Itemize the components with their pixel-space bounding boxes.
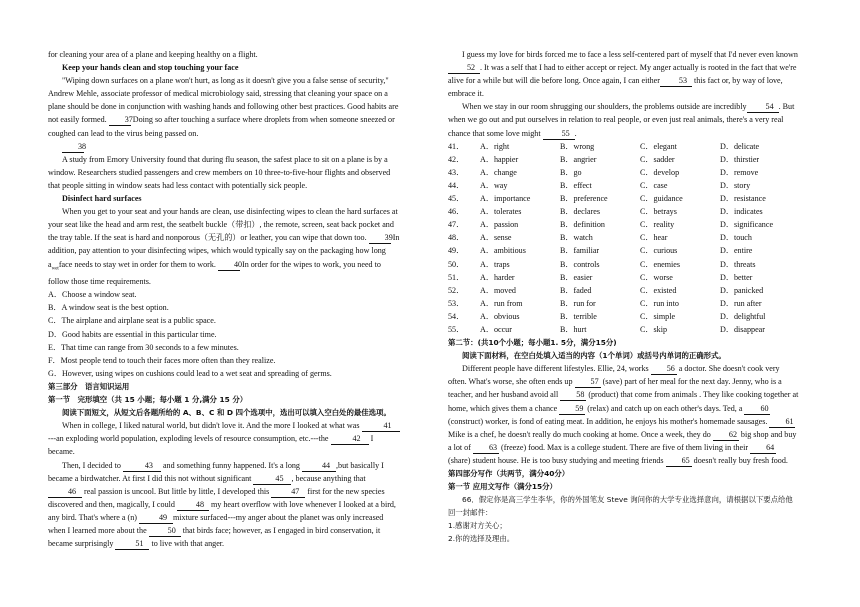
blank: 51 xyxy=(115,539,149,550)
blank: 44 xyxy=(302,461,336,472)
blank: 57 xyxy=(575,377,601,388)
answer-row: 43． A．change B．go C．develop D．remove xyxy=(448,167,759,177)
blank: 52 xyxy=(448,63,480,74)
blank: 59 xyxy=(559,404,585,415)
answer-row: 45． A．importance B．preference C．guidance D．resistance xyxy=(448,194,766,204)
blank: 60 xyxy=(744,404,770,415)
answer-row: 44． A．way B．effect C．case D．story xyxy=(448,180,751,190)
option-item: A．Choose a window seat. xyxy=(48,290,137,300)
cloze-paragraph: I guess my love for birds forced me to face a less self-centered part of myself that I'd never even known52 . It was a self that I had to either accept or reject. My anger actually is rooted in the fact that we're alive for a while but will die before long. Once again, I can either 53 this fact or, by way of love, embrace it. xyxy=(448,50,798,99)
blank: 56 xyxy=(651,364,677,375)
blank: 61 xyxy=(769,417,795,428)
blank: 39 xyxy=(369,233,391,244)
instructions: 阅读下面短文，从短文后各题所给的 A、B、C 和 D 四个选项中，选出可以填入空白处的最佳选项。 xyxy=(62,408,391,418)
blank: 49 xyxy=(139,513,173,524)
grammar-fill-paragraph: Different people have different lifestyles. Ellie, 24, works 56 a doctor. She doesn't cook very often. What's worse, she often ends up 57 (save) part of her meal for the next day. Jenny, who is a teacher, and her husband avoid all 58 (product) that come from animals . They like cooking together at home, which gives them a chance 59 (relax) and catch up on each other's days. Ted, a 60 (construct) worker, is fond of eating meat. In addition, he enjoys his mother's homemade sausages. 61 Mike is a chef, he doesn't really do much cooking at home. Once a week, they do 62 big shop and buy a lot of 63 (freeze) food. Max is a college student. There are five of them living in their 64 (share) student house. He is too busy studying and meeting friends 65 doesn't really buy fresh food. xyxy=(448,364,799,465)
left-column xyxy=(48,48,400,550)
option-item: C．The airplane and airplane seat is a public space. xyxy=(48,316,216,326)
right-column xyxy=(448,48,800,546)
option-item: G．However, using wipes on cushions could lead to a wet seat and spreading of germs. xyxy=(48,368,332,378)
blank: 42 xyxy=(331,434,369,445)
instructions: 阅读下面材料，在空白处填入适当的内容（1个单词）或括号内单词的正确形式。 xyxy=(462,351,726,361)
answer-row: 48． A．sense B．watch C．hear D．touch xyxy=(448,233,752,243)
blank: 48 xyxy=(177,500,209,511)
answer-row: 41． A．right B．wrong C．elegant D．delicate xyxy=(448,141,760,151)
cloze-paragraph: Then, I decided to 43 and something funny happened. It's a long 44 ,but basically I became a birdwatcher. At first I did this not without significant 45 , because anything that 46 real passion is uncool. But little by little, I developed this 47 first for the new species discovered and then, magically, I could 48 my heart overflow with love whenever I looked at a bird, any bird. That's where a (n) 49 mixture surfaced---my anger about the planet was only increased when I learned more about the 50 that birds face; however, as I engaged in bird conservation, it became surprisingly 51 to live with that anger. xyxy=(48,460,396,549)
option-item: B．A window seat is the best option. xyxy=(48,303,169,313)
section-heading: 第二节：(共10个小题；每小题1. 5分，满分15分) xyxy=(448,338,617,348)
answer-row: 53． A．run from B．run for C．run into D．run after xyxy=(448,298,762,308)
answer-row: 50． A．traps B．controls C．enemies D．threats xyxy=(448,259,756,269)
blank: 53 xyxy=(660,76,692,87)
blank: 47 xyxy=(271,487,305,498)
blank: 38 xyxy=(62,142,84,153)
blank: 46 xyxy=(48,487,82,498)
blank: 40 xyxy=(218,260,240,271)
blank: 65 xyxy=(666,456,692,467)
section-heading: 第一节 完形填空（共 15 小题；每小题 1 分,满分 15 分） xyxy=(48,395,248,405)
blank: 41 xyxy=(362,421,400,432)
part-heading: 第三部分 语言知识运用 xyxy=(48,381,130,391)
blank: 62 xyxy=(713,430,739,441)
answer-row: 51． A．harder B．easier C．worse D．better xyxy=(448,272,753,282)
cloze-paragraph: When in college, I liked natural world, but didn't love it. And the more I looked at what was 41 ---an exploding world population, exploding levels of resource consumption, etc.---the 42 I became. xyxy=(48,419,400,458)
section-heading: 第一节 应用文写作（满分15分） xyxy=(448,482,557,492)
cloze-paragraph: When we stay in our room shrugging our shoulders, the problems outside are incredibly 54 . But when we go out and put ourselves in relation to real people, or even just real animals, there's a very real chance that some love might 55 . xyxy=(448,102,795,138)
option-item: F．Most people tend to touch their faces more often than they realize. xyxy=(48,355,276,365)
blank: 58 xyxy=(560,390,586,401)
writing-point: 2.你的选择及理由。 xyxy=(448,534,515,544)
blank: 37 xyxy=(109,115,131,126)
blank: 45 xyxy=(253,474,291,485)
blank: 50 xyxy=(149,526,181,537)
section-heading: Disinfect hard surfaces xyxy=(62,194,142,204)
paragraph: When you get to your seat and your hands are clean, use disinfecting wipes to clean the hard surfaces at your seat like the head and arm rest, the seatbelt buckle（带扣）, the remote, screen, seat back pocket and the tray table. If the seat is hard and nonporous（无孔的）or leather, you can wipe that down too. 39 In addition, pay attention to your disinfecting wipes, which would typically say on the packaging how long $a_{wet}face$ needs to stay wet in order for them to work. 40 In order for the wipes to work, you need to follow those time requirements. xyxy=(48,207,400,287)
answer-row: 46． A．tolerates B．declares C．betrays D．indicates xyxy=(448,207,763,217)
section-heading: Keep your hands clean and stop touching your face xyxy=(62,63,239,73)
answer-row: 52． A．moved B．faded C．existed D．panicked xyxy=(448,285,764,295)
paragraph xyxy=(48,140,400,153)
writing-point: 1.感谢对方关心； xyxy=(448,521,507,531)
answer-row: 42． A．happier B．angrier C．sadder D．thirstier xyxy=(448,154,760,164)
blank: 43 xyxy=(123,461,161,472)
paragraph: A study from Emory University found that during flu season, the safest place to sit on a plane is by a window. Researchers studied passengers and crew members on 10 three-to-five-hour flights and observed that people sitting in window seats had less contact with potentially sick people. xyxy=(48,154,391,190)
option-item: D．Good habits are essential in this particular time. xyxy=(48,329,217,339)
answer-row: 55． A．occur B．hurt C．skip D．disappear xyxy=(448,324,765,334)
paragraph: for cleaning your area of a plane and keeping healthy on a flight. xyxy=(48,50,258,59)
answer-options-table xyxy=(448,140,800,336)
part-heading: 第四部分写作（共两节，满分40分） xyxy=(448,469,570,478)
blank: 64 xyxy=(750,443,776,454)
blank: 55 xyxy=(543,129,575,140)
blank: 54 xyxy=(747,102,779,113)
blank: 63 xyxy=(473,443,499,454)
option-item: E．That time can range from 30 seconds to a few minutes. xyxy=(48,342,239,352)
writing-task: 66．假定你是高三学生李华，你的外国笔友 Steve 询问你的大学专业选择意向，请根据以下要点给他回一封邮件： xyxy=(448,495,793,518)
answer-row: 49． A．ambitious B．familiar C．curious D．entire xyxy=(448,246,753,256)
answer-row: 47． A．passion B．definition C．reality D．significance xyxy=(448,220,774,230)
answer-row: 54． A．obvious B．terrible C．simple D．delightful xyxy=(448,311,766,321)
paragraph: "Wiping down surfaces on a plane won't hurt, as long as it doesn't give you a false sense of security," Andrew Mehle, associate professor of medical microbiology said, stressing that cleaning your space on a plane should be done in conjunction with washing hands and following other best practices. Good habits are not easily formed. 37 Doing so after touching a surface where droplets from when someone sneezed or coughed can lead to the virus being passed on. xyxy=(48,76,399,138)
